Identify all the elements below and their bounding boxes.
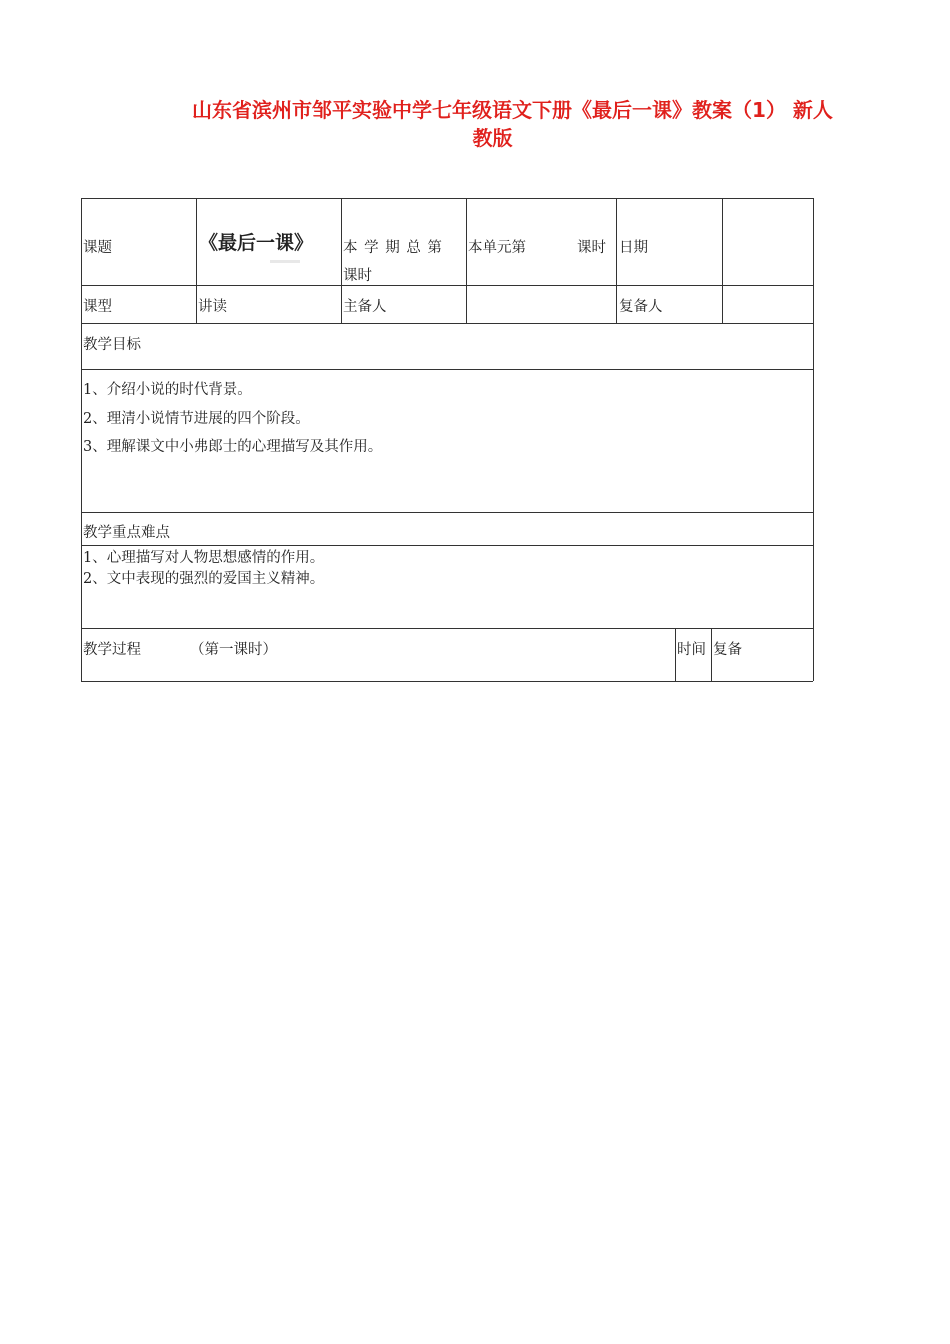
lesson-type-value: 讲读 — [198, 299, 227, 315]
table-border-bottom — [81, 681, 813, 682]
key-point-item: 1、心理描写对人物思想感情的作用。 — [83, 550, 325, 566]
table-col-divider — [616, 198, 617, 323]
co-preparer-label: 复备人 — [619, 299, 663, 315]
process-label: 教学过程 — [83, 642, 141, 658]
unit-session-suffix: 课时 — [577, 240, 606, 256]
table-col-divider — [466, 198, 467, 323]
table-row-divider — [81, 285, 813, 286]
time-label: 时间 — [677, 642, 706, 658]
objective-item: 1、介绍小说的时代背景。 — [83, 382, 252, 398]
table-border-left — [81, 198, 82, 681]
key-points-label: 教学重点难点 — [83, 525, 170, 541]
table-col-divider — [711, 628, 712, 681]
review-label: 复备 — [713, 642, 742, 658]
objective-item: 3、理解课文中小弗郎士的心理描写及其作用。 — [83, 439, 383, 455]
title-line-2: 教版 — [472, 126, 513, 150]
semester-total-label: 本 学 期 总 第 — [343, 240, 443, 256]
process-session: （第一课时） — [190, 642, 277, 658]
table-border-right — [813, 198, 814, 681]
objective-item: 2、理清小说情节进展的四个阶段。 — [83, 411, 310, 427]
table-border-top — [81, 198, 813, 199]
lesson-topic-label: 课题 — [83, 240, 112, 256]
date-label: 日期 — [619, 240, 648, 256]
table-row-divider — [81, 323, 813, 324]
table-col-divider — [722, 198, 723, 323]
table-col-divider — [196, 198, 197, 323]
title-line-1: 山东省滨州市邹平实验中学七年级语文下册《最后一课》教案（1） 新人 — [192, 98, 833, 122]
table-row-divider — [81, 512, 813, 513]
document-title — [95, 96, 890, 152]
table-row-divider — [81, 545, 813, 546]
title-image-smudge — [270, 260, 300, 263]
lesson-title-value: 《最后一课》 — [199, 232, 314, 254]
lesson-type-label: 课型 — [83, 299, 112, 315]
table-row-divider — [81, 369, 813, 370]
table-col-divider — [675, 628, 676, 681]
table-col-divider — [341, 198, 342, 323]
unit-session-label: 本单元第 — [468, 240, 526, 256]
key-point-item: 2、文中表现的强烈的爱国主义精神。 — [83, 571, 325, 587]
table-row-divider — [81, 628, 813, 629]
main-preparer-label: 主备人 — [343, 299, 387, 315]
objectives-label: 教学目标 — [83, 337, 141, 353]
semester-total-suffix: 课时 — [343, 268, 372, 284]
